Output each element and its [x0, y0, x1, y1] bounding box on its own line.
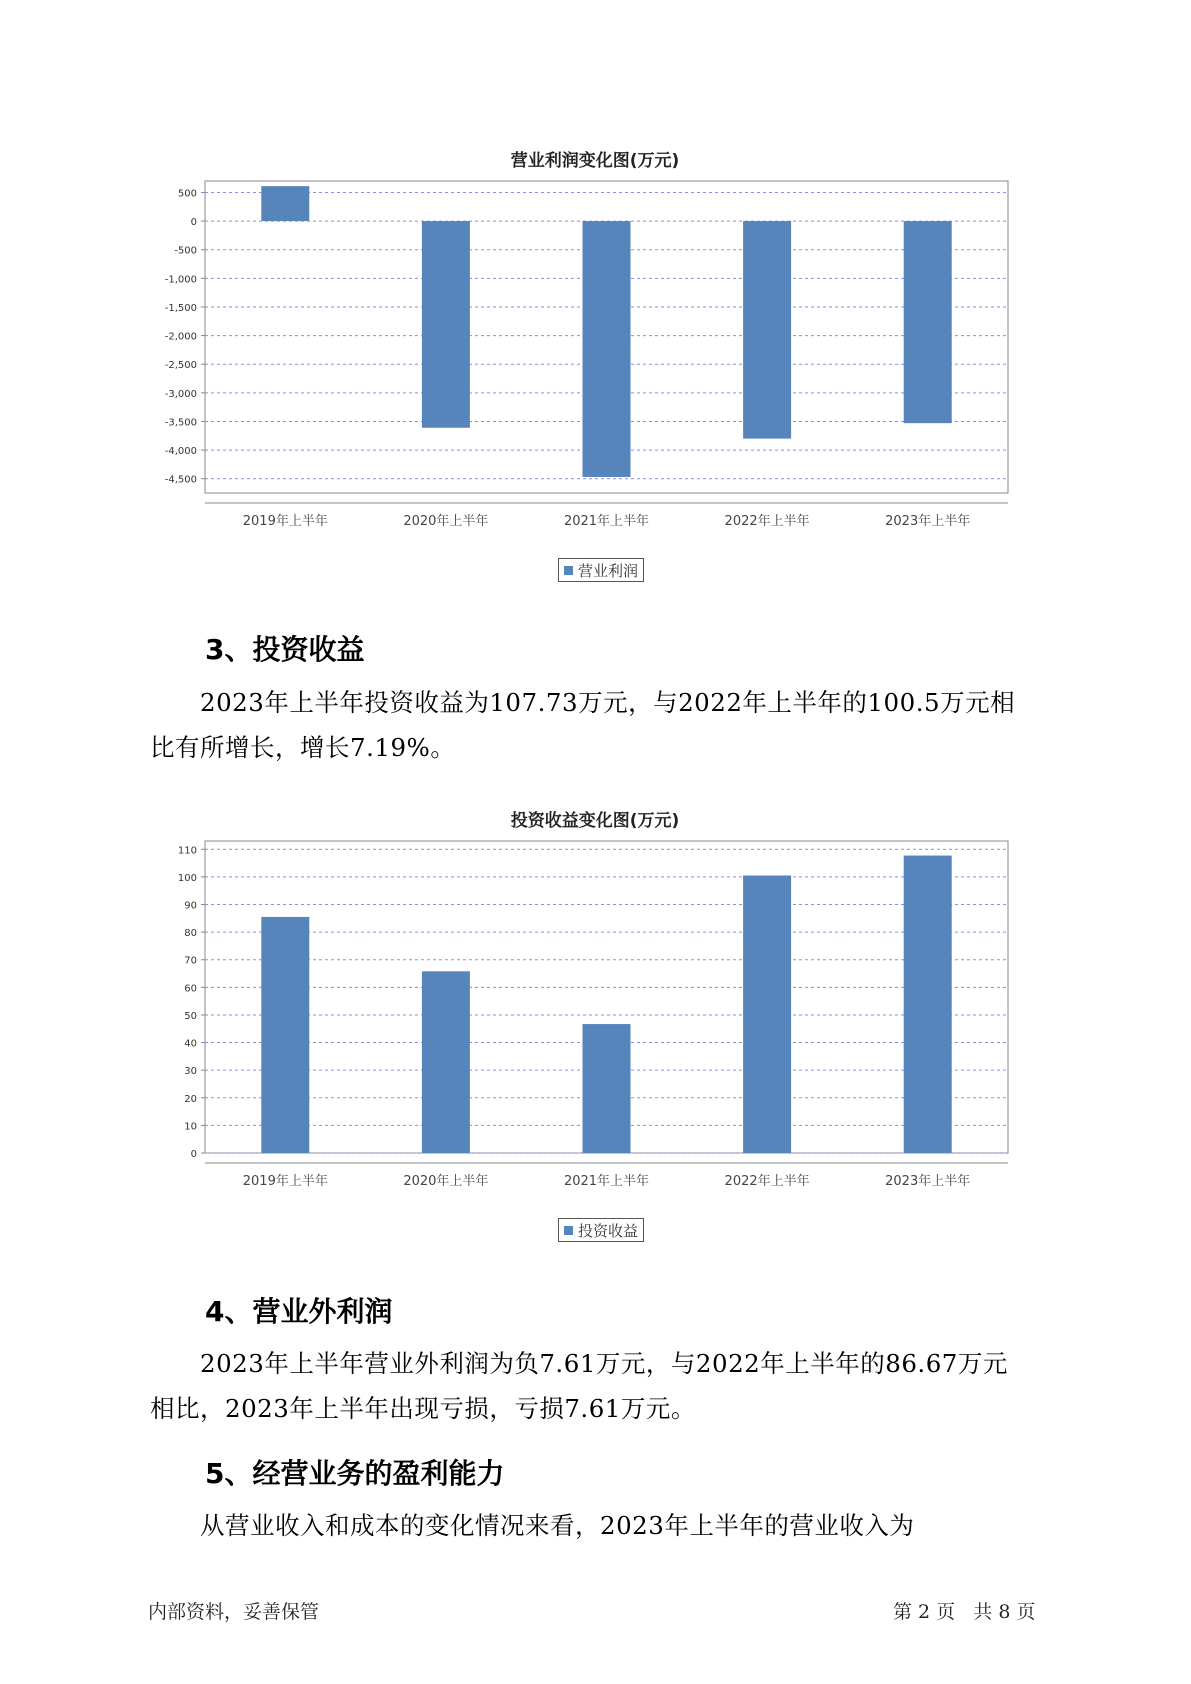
x-tick-label: 2023年上半年 [885, 514, 971, 529]
paragraph-line: 2023年上半年投资收益为107.73万元，与2022年上半年的100.5万元相 [200, 688, 1016, 717]
y-tick-label: 70 [184, 955, 197, 967]
y-tick-label: 90 [184, 900, 197, 912]
bar [743, 876, 791, 1153]
paragraph-line: 比有所增长，增长7.19%。 [150, 733, 456, 762]
legend-swatch [564, 1226, 573, 1235]
section-heading: 3、投资收益 [205, 633, 365, 666]
section-paragraph [150, 1341, 1060, 1431]
legend-swatch [564, 566, 573, 575]
paragraph-line: 从营业收入和成本的变化情况来看，2023年上半年的营业收入为 [200, 1511, 915, 1540]
bar [743, 221, 791, 439]
x-tick-label: 2022年上半年 [724, 514, 810, 529]
legend-label: 营业利润 [578, 561, 639, 580]
x-tick-label: 2022年上半年 [724, 1174, 810, 1189]
chart-title: 营业利润变化图(万元) [510, 151, 680, 171]
x-tick-label: 2020年上半年 [403, 1174, 489, 1189]
y-tick-label: 0 [190, 217, 197, 229]
y-tick-label: -1,000 [164, 274, 197, 286]
bar [904, 856, 952, 1153]
y-tick-label: 10 [184, 1121, 197, 1133]
y-tick-label: 20 [184, 1093, 197, 1105]
x-tick-label: 2019年上半年 [242, 1174, 328, 1189]
x-tick-label: 2023年上半年 [885, 1174, 971, 1189]
section-heading: 4、营业外利润 [205, 1295, 393, 1328]
bar [261, 917, 309, 1153]
section-paragraph [150, 1503, 1060, 1548]
x-tick-label: 2020年上半年 [403, 514, 489, 529]
paragraph-line: 相比，2023年上半年出现亏损，亏损7.61万元。 [150, 1394, 696, 1423]
page-number: 第 2 页 共 8 页 [893, 1601, 1036, 1623]
operating-profit-plot [150, 176, 1040, 541]
y-tick-label: 80 [184, 928, 197, 940]
y-tick-label: 500 [177, 188, 197, 200]
bar [422, 971, 470, 1153]
x-tick-label: 2021年上半年 [563, 514, 650, 529]
bar [583, 221, 631, 477]
y-tick-label: -1,500 [164, 302, 197, 314]
chart-title: 投资收益变化图(万元) [510, 811, 680, 831]
y-tick-label: 30 [184, 1066, 197, 1078]
bar [904, 221, 952, 423]
y-tick-label: 0 [190, 1149, 197, 1160]
bar [261, 186, 309, 221]
x-tick-label: 2019年上半年 [242, 514, 328, 529]
y-tick-label: -4,500 [164, 474, 197, 486]
footer-note: 内部资料，妥善保管 [148, 1601, 320, 1623]
operating-profit-chart [150, 146, 1040, 591]
bar [583, 1024, 631, 1153]
chart-legend [558, 1218, 644, 1242]
investment-income-plot [150, 836, 1040, 1201]
y-tick-label: -3,500 [164, 417, 197, 429]
y-tick-label: 100 [177, 872, 197, 884]
section-paragraph [150, 680, 1060, 770]
paragraph-line: 2023年上半年营业外利润为负7.61万元，与2022年上半年的86.67万元 [200, 1349, 1008, 1378]
section-heading: 5、经营业务的盈利能力 [205, 1457, 505, 1490]
bar [422, 221, 470, 428]
y-tick-label: -2,000 [164, 331, 197, 343]
y-tick-label: -500 [174, 245, 197, 257]
chart-legend [558, 558, 644, 582]
y-tick-label: -3,000 [164, 388, 197, 400]
y-tick-label: 110 [177, 845, 197, 857]
y-tick-label: 50 [184, 1010, 197, 1022]
investment-income-chart [150, 806, 1040, 1251]
y-tick-label: -2,500 [164, 360, 197, 372]
y-tick-label: -4,000 [164, 446, 197, 458]
x-tick-label: 2021年上半年 [563, 1174, 650, 1189]
legend-label: 投资收益 [578, 1221, 639, 1240]
y-tick-label: 40 [184, 1038, 197, 1050]
y-tick-label: 60 [184, 983, 197, 995]
